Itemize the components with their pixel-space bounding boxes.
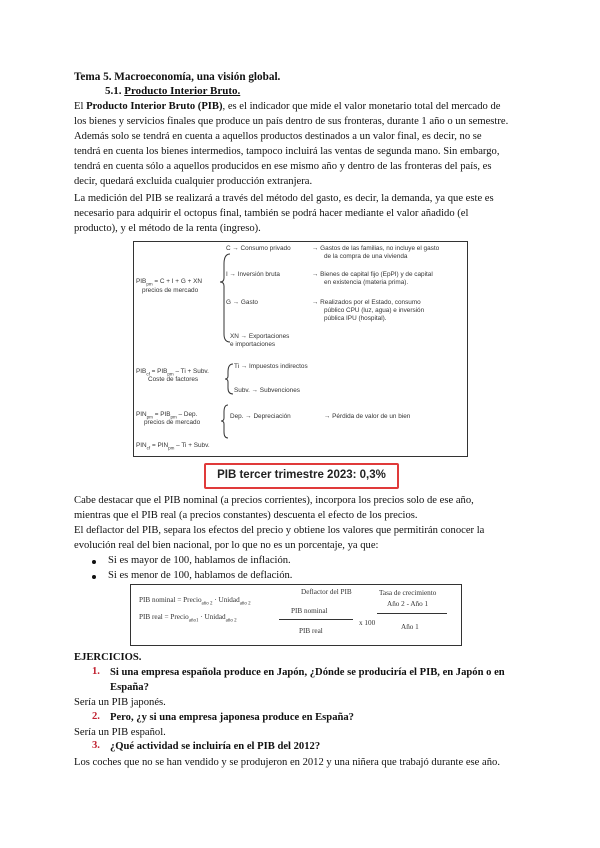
exercise-2-answer: Sería un PIB español. <box>74 727 166 738</box>
bullet-item-inflation: Si es mayor de 100, hablamos de inflación. <box>108 555 291 566</box>
exercise-1-question-line-1: Si una empresa española produce en Japón, ¿Dónde se produciría el PIB, en Japón o en <box>110 667 505 678</box>
diagram-xn-label-2: e importaciones <box>230 341 276 348</box>
diagram-pin-pm-desc: precios de mercado <box>144 419 201 426</box>
exercise-2-number: 2. <box>92 711 100 722</box>
exercise-3-question: ¿Qué actividad se incluiría en el PIB del 2012? <box>110 741 321 752</box>
paragraph-1-line-5: tendrá en cuenta sólo a aquellos producidos en ese mismo año y dentro de las fronteras del país, es <box>74 161 492 172</box>
section-title: Producto Interior Bruto. <box>124 85 241 97</box>
diagram-c-desc-1: → Gastos de las familias, no incluye el gasto <box>312 245 440 252</box>
section-number: 5.1. <box>105 85 122 97</box>
paragraph-4-line-1: El deflactor del PIB, separa los efectos del precio y obtiene los valores que permitirán conocer la <box>74 525 485 536</box>
diagram-pib-cf: $PIB_{cf} = PIB_{pm} - Ti$ + Subv. <box>136 368 209 377</box>
exercise-3-answer: Los coches que no se han vendido y se produjeron en 2012 y una niñera que trabajó durante ese año. <box>74 757 500 768</box>
diagram-subv-label: Subv. → Subvenciones <box>234 387 300 394</box>
formula-growth-title: Tasa de crecimiento <box>379 589 437 597</box>
exercise-3-number: 3. <box>92 740 100 751</box>
paragraph-2-line-1: La medición del PIB se realizará a través del método del gasto, es decir, la demanda, ya que este es <box>74 193 494 204</box>
bullet-dot <box>92 560 96 564</box>
paragraph-1-line-6: decir, quedará excluida cualquier producción extranjera. <box>74 176 313 187</box>
formula-deflactor-title: Deflactor del PIB <box>301 588 352 596</box>
diagram-g-label: G → Gasto <box>226 299 258 306</box>
diagram-i-desc-2: en existencia (materia prima). <box>324 279 409 286</box>
diagram-pib-precios: precios de mercado <box>142 287 199 294</box>
formula-pib-real: PIB real = Precio$_{año1}$ · Unidad$_{año 2}$ <box>139 613 237 624</box>
exercise-1-answer: Sería un PIB japonés. <box>74 697 166 708</box>
formula-deflactor-numerator: PIB nominal <box>291 607 328 615</box>
bullet-dot <box>92 575 96 579</box>
bullet-item-deflation: Si es menor de 100, hablamos de deflación. <box>108 570 293 581</box>
pib-bold-term: Producto Interior Bruto (PIB) <box>86 101 223 112</box>
document-title: Tema 5. Macroeconomía, una visión global. <box>74 71 281 83</box>
diagram-g-desc-3: pública IPU (hospital). <box>324 315 387 322</box>
diagram-c-desc-2: de la compra de una vivienda <box>324 253 408 260</box>
diagram-g-desc-2: público CPU (luz, agua) e inversión <box>324 307 425 314</box>
pib-formulas-image <box>130 584 462 646</box>
pib-quarter-highlight: PIB tercer trimestre 2023: 0,3% <box>204 463 399 489</box>
formula-growth-denominator: Año 1 <box>401 623 419 631</box>
diagram-g-desc-1: → Realizados por el Estado, consumo <box>312 299 421 306</box>
paragraph-1-line-4: tendrá en cuenta los bienes intermedios, tampoco incluirá las ventas de segunda mano. Sin embargo, <box>74 146 500 157</box>
diagram-pib-cf-desc: Coste de factores <box>148 376 199 383</box>
paragraph-1-line-2: los bienes y servicios finales que produce un país dentro de sus fronteras, durante 1 año o un semestre. <box>74 116 509 127</box>
diagram-dep-desc: → Pérdida de valor de un bien <box>324 413 411 420</box>
paragraph-2-line-3: producto), y el método de la renta (ingreso). <box>74 223 261 234</box>
formula-pib-nominal: PIB nominal = Precio$_{año 2}$ · Unidad$_{año 2}$ <box>139 596 251 607</box>
formula-deflactor-multiplier: x 100 <box>359 619 376 627</box>
diagram-i-desc-1: → Bienes de capital fijo (EpPI) y de capital <box>312 271 433 278</box>
diagram-pin-cf: $PIN_{cf} = PIN_{pm} - Ti$ + Subv. <box>136 442 210 451</box>
paragraph-3-line-2: mientras que el PIB real (a precios constantes) descuenta el efecto de los precios. <box>74 510 418 521</box>
exercise-1-question-line-2: España? <box>110 682 149 693</box>
exercises-heading: EJERCICIOS. <box>74 652 142 663</box>
diagram-ti-label: Ti → Impuestos indirectos <box>234 363 308 370</box>
exercise-2-question: Pero, ¿y si una empresa japonesa produce en España? <box>110 712 354 723</box>
formula-growth-numerator: Año 2 - Año 1 <box>387 600 429 608</box>
diagram-xn-label-1: XN → Exportaciones <box>230 333 290 340</box>
paragraph-4-line-2: evolución real del bien nacional, por lo que no es un porcentaje, ya que: <box>74 540 379 551</box>
diagram-pin-pm: $PIN_{pm} = PIB_{pm}$ – Dep. <box>136 411 198 420</box>
diagram-dep-label: Dep. → Depreciación <box>230 413 291 420</box>
formula-growth-fraction-bar <box>377 613 447 614</box>
exercise-1-number: 1. <box>92 666 100 677</box>
paragraph-2-line-2: necesario para adquirir el octopus final, también se podrá hacer mediante el valor añadido (el <box>74 208 469 219</box>
formula-deflactor-denominator: PIB real <box>299 627 323 635</box>
paragraph-1-line-3: Además solo se tendrá en cuenta a aquellos productos destinados a un valor final, es decir, no se <box>74 131 482 142</box>
paragraph-1-line-1: El Producto Interior Bruto (PIB), es el indicador que mide el valor monetario total del mercado de <box>74 101 501 112</box>
section-heading <box>105 84 240 99</box>
pib-diagram-image <box>133 241 468 457</box>
diagram-pib-pm: $PIB_{pm} = C + I + G$ + XN <box>136 278 202 287</box>
diagram-c-label: C → Consumo privado <box>226 245 291 252</box>
diagram-i-label: I → Inversión bruta <box>226 271 280 278</box>
formula-deflactor-fraction-bar <box>279 619 353 620</box>
paragraph-3-line-1: Cabe destacar que el PIB nominal (a precios corrientes), incorpora los precios solo de ese año, <box>74 495 474 506</box>
